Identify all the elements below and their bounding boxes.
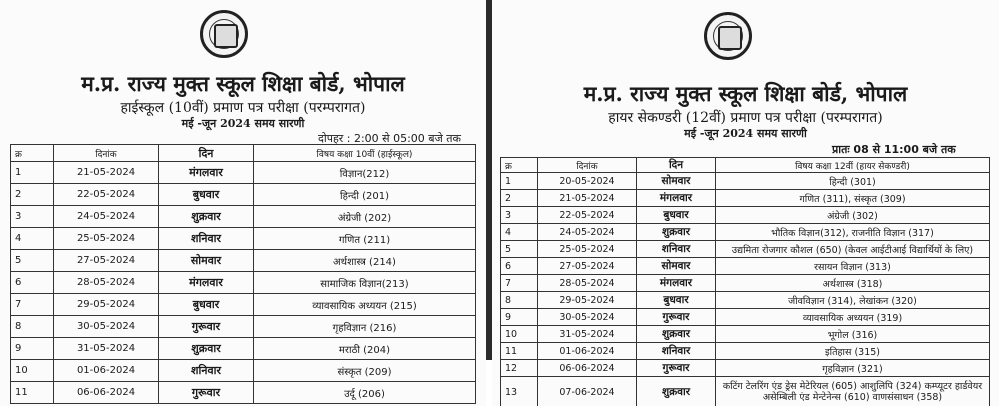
row-subject: हिन्दी (201) <box>254 184 476 206</box>
row-date: 29-05-2024 <box>54 294 159 316</box>
row-date: 27-05-2024 <box>538 258 637 275</box>
row-sno: 6 <box>11 272 54 294</box>
row-sno: 7 <box>501 275 538 292</box>
row-sno: 3 <box>11 206 54 228</box>
row-sno: 10 <box>11 360 54 382</box>
table-row <box>501 343 990 360</box>
row-day: बुधवार <box>159 294 254 316</box>
row-date: 01-06-2024 <box>54 360 159 382</box>
row-sno: 4 <box>11 228 54 250</box>
row-day: शनिवार <box>637 343 716 360</box>
table-row <box>11 272 476 294</box>
row-day: बुधवार <box>637 207 716 224</box>
row-date: 22-05-2024 <box>538 207 637 224</box>
board-seal-icon <box>200 10 248 58</box>
table-row <box>501 326 990 343</box>
row-day: गुरूवार <box>637 360 716 377</box>
table-row <box>11 184 476 206</box>
row-date: 30-05-2024 <box>54 316 159 338</box>
row-subject: व्यावसायिक अध्ययन (215) <box>254 294 476 316</box>
row-date: 22-05-2024 <box>54 184 159 206</box>
row-day: मंगलवार <box>637 190 716 207</box>
table-row <box>11 360 476 382</box>
exam-title: हायर सेकण्डरी (12वीं) प्रमाण पत्र परीक्षा (परम्परागत) <box>608 110 883 126</box>
timetable-table <box>500 157 990 406</box>
row-sno: 11 <box>11 382 54 404</box>
row-subject: हिन्दी (301) <box>716 173 990 190</box>
exam-timing: प्रातः 08 से 11:00 बजे तक <box>832 143 956 156</box>
row-sno: 4 <box>501 224 538 241</box>
table-row <box>501 258 990 275</box>
table-header-row <box>11 145 476 162</box>
table-row <box>11 228 476 250</box>
table-row <box>11 250 476 272</box>
row-date: 07-06-2024 <box>538 377 637 406</box>
row-date: 31-05-2024 <box>54 338 159 360</box>
row-subject: व्यावसायिक अध्ययन (319) <box>716 309 990 326</box>
row-sno: 3 <box>501 207 538 224</box>
row-day: सोमवार <box>637 173 716 190</box>
row-date: 29-05-2024 <box>538 292 637 309</box>
table-row <box>501 292 990 309</box>
table-row <box>501 309 990 326</box>
row-day: मंगलवार <box>159 162 254 184</box>
table-row <box>11 162 476 184</box>
header-date: दिनांक <box>54 145 159 162</box>
row-sno: 8 <box>501 292 538 309</box>
row-sno: 1 <box>501 173 538 190</box>
row-subject: गृहविज्ञान (216) <box>254 316 476 338</box>
row-subject: जीवविज्ञान (314), लेखांकन (320) <box>716 292 990 309</box>
row-date: 01-06-2024 <box>538 343 637 360</box>
row-day: मंगलवार <box>159 272 254 294</box>
row-subject: अर्थशास्त्र (318) <box>716 275 990 292</box>
row-sno: 6 <box>501 258 538 275</box>
row-subject: भूगोल (316) <box>716 326 990 343</box>
table-row <box>501 241 990 258</box>
row-subject: अंग्रेजी (302) <box>716 207 990 224</box>
row-date: 30-05-2024 <box>538 309 637 326</box>
row-subject: मराठी (204) <box>254 338 476 360</box>
row-sno: 2 <box>11 184 54 206</box>
table-row <box>501 360 990 377</box>
board-title: म.प्र. राज्य मुक्त स्कूल शिक्षा बोर्ड, भोपाल <box>81 71 405 96</box>
row-sno: 1 <box>11 162 54 184</box>
row-subject: विज्ञान(212) <box>254 162 476 184</box>
row-day: शनिवार <box>159 228 254 250</box>
row-day: सोमवार <box>637 258 716 275</box>
row-date: 28-05-2024 <box>54 272 159 294</box>
row-date: 24-05-2024 <box>54 206 159 228</box>
header-sno: क्र <box>11 145 54 162</box>
table-row <box>11 338 476 360</box>
higher-secondary-timetable <box>492 0 999 406</box>
header-date: दिनांक <box>538 158 637 173</box>
header-subject: विषय कक्षा 12वीं (हायर सेकण्डरी) <box>716 158 990 173</box>
row-sno: 2 <box>501 190 538 207</box>
row-day: मंगलवार <box>637 275 716 292</box>
row-subject: रसायन विज्ञान (313) <box>716 258 990 275</box>
row-date: 21-05-2024 <box>54 162 159 184</box>
row-subject: सामाजिक विज्ञान(213) <box>254 272 476 294</box>
row-date: 21-05-2024 <box>538 190 637 207</box>
table-row <box>501 377 990 406</box>
row-date: 25-05-2024 <box>54 228 159 250</box>
row-day: गुरूवार <box>637 309 716 326</box>
header-sno: क्र <box>501 158 538 173</box>
row-day: शुक्रवार <box>637 377 716 406</box>
table-row <box>11 206 476 228</box>
table-row <box>501 173 990 190</box>
row-date: 27-05-2024 <box>54 250 159 272</box>
table-row <box>501 224 990 241</box>
row-day: गुरूवार <box>159 316 254 338</box>
header-day: दिन <box>159 145 254 162</box>
table-row <box>501 207 990 224</box>
row-subject: संस्कृत (209) <box>254 360 476 382</box>
row-day: शनिवार <box>637 241 716 258</box>
row-day: बुधवार <box>637 292 716 309</box>
row-subject: उद्यमिता रोजगार कौशल (650) (केवल आईटीआई विद्यार्थियों के लिए) <box>716 241 990 258</box>
row-date: 25-05-2024 <box>538 241 637 258</box>
row-sno: 5 <box>11 250 54 272</box>
header-subject: विषय कक्षा 10वीं (हाईस्कूल) <box>254 145 476 162</box>
table-row <box>501 190 990 207</box>
exam-timing: दोपहर : 2:00 से 05:00 बजे तक <box>318 132 461 145</box>
exam-title: हाईस्कूल (10वीं) प्रमाण पत्र परीक्षा (परम्परागत) <box>120 100 366 116</box>
row-sno: 7 <box>11 294 54 316</box>
row-date: 20-05-2024 <box>538 173 637 190</box>
row-day: शनिवार <box>159 360 254 382</box>
schedule-title: मई -जून 2024 समय सारणी <box>684 127 807 140</box>
row-day: शुक्रवार <box>159 206 254 228</box>
row-subject: कटिंग टेलरिंग एंड ड्रेस मेटेरियल (605) आशुलिपि (324) कम्प्यूटर हार्डवेयर असेम्बिली एंड मेन्टेनेन्स (610) वाणसंसाधन (358) <box>716 377 990 406</box>
row-date: 06-06-2024 <box>54 382 159 404</box>
row-sno: 10 <box>501 326 538 343</box>
row-sno: 12 <box>501 360 538 377</box>
row-date: 31-05-2024 <box>538 326 637 343</box>
timetable-table <box>10 144 476 404</box>
row-date: 24-05-2024 <box>538 224 637 241</box>
row-subject: उर्दू (206) <box>254 382 476 404</box>
board-title: म.प्र. राज्य मुक्त स्कूल शिक्षा बोर्ड, भोपाल <box>583 81 908 106</box>
row-sno: 9 <box>11 338 54 360</box>
header-day: दिन <box>637 158 716 173</box>
table-row <box>501 275 990 292</box>
table-header-row <box>501 158 990 173</box>
schedule-title: मई -जून 2024 समय सारणी <box>181 117 305 130</box>
row-day: सोमवार <box>159 250 254 272</box>
highschool-timetable <box>0 0 486 406</box>
row-subject: अर्थशास्त्र (214) <box>254 250 476 272</box>
row-day: गुरूवार <box>159 382 254 404</box>
table-row <box>11 382 476 404</box>
row-day: बुधवार <box>159 184 254 206</box>
table-row <box>11 294 476 316</box>
row-day: शुक्रवार <box>637 224 716 241</box>
row-subject: गणित (311), संस्कृत (309) <box>716 190 990 207</box>
row-date: 28-05-2024 <box>538 275 637 292</box>
row-sno: 8 <box>11 316 54 338</box>
row-day: शुक्रवार <box>159 338 254 360</box>
row-day: शुक्रवार <box>637 326 716 343</box>
row-sno: 9 <box>501 309 538 326</box>
row-subject: भौतिक विज्ञान(312), राजनीति विज्ञान (317) <box>716 224 990 241</box>
row-sno: 5 <box>501 241 538 258</box>
row-sno: 11 <box>501 343 538 360</box>
board-seal-icon <box>704 12 752 60</box>
row-sno: 13 <box>501 377 538 406</box>
row-subject: अंग्रेजी (202) <box>254 206 476 228</box>
row-subject: गृहविज्ञान (321) <box>716 360 990 377</box>
row-subject: गणित (211) <box>254 228 476 250</box>
table-row <box>11 316 476 338</box>
row-date: 06-06-2024 <box>538 360 637 377</box>
row-subject: इतिहास (315) <box>716 343 990 360</box>
